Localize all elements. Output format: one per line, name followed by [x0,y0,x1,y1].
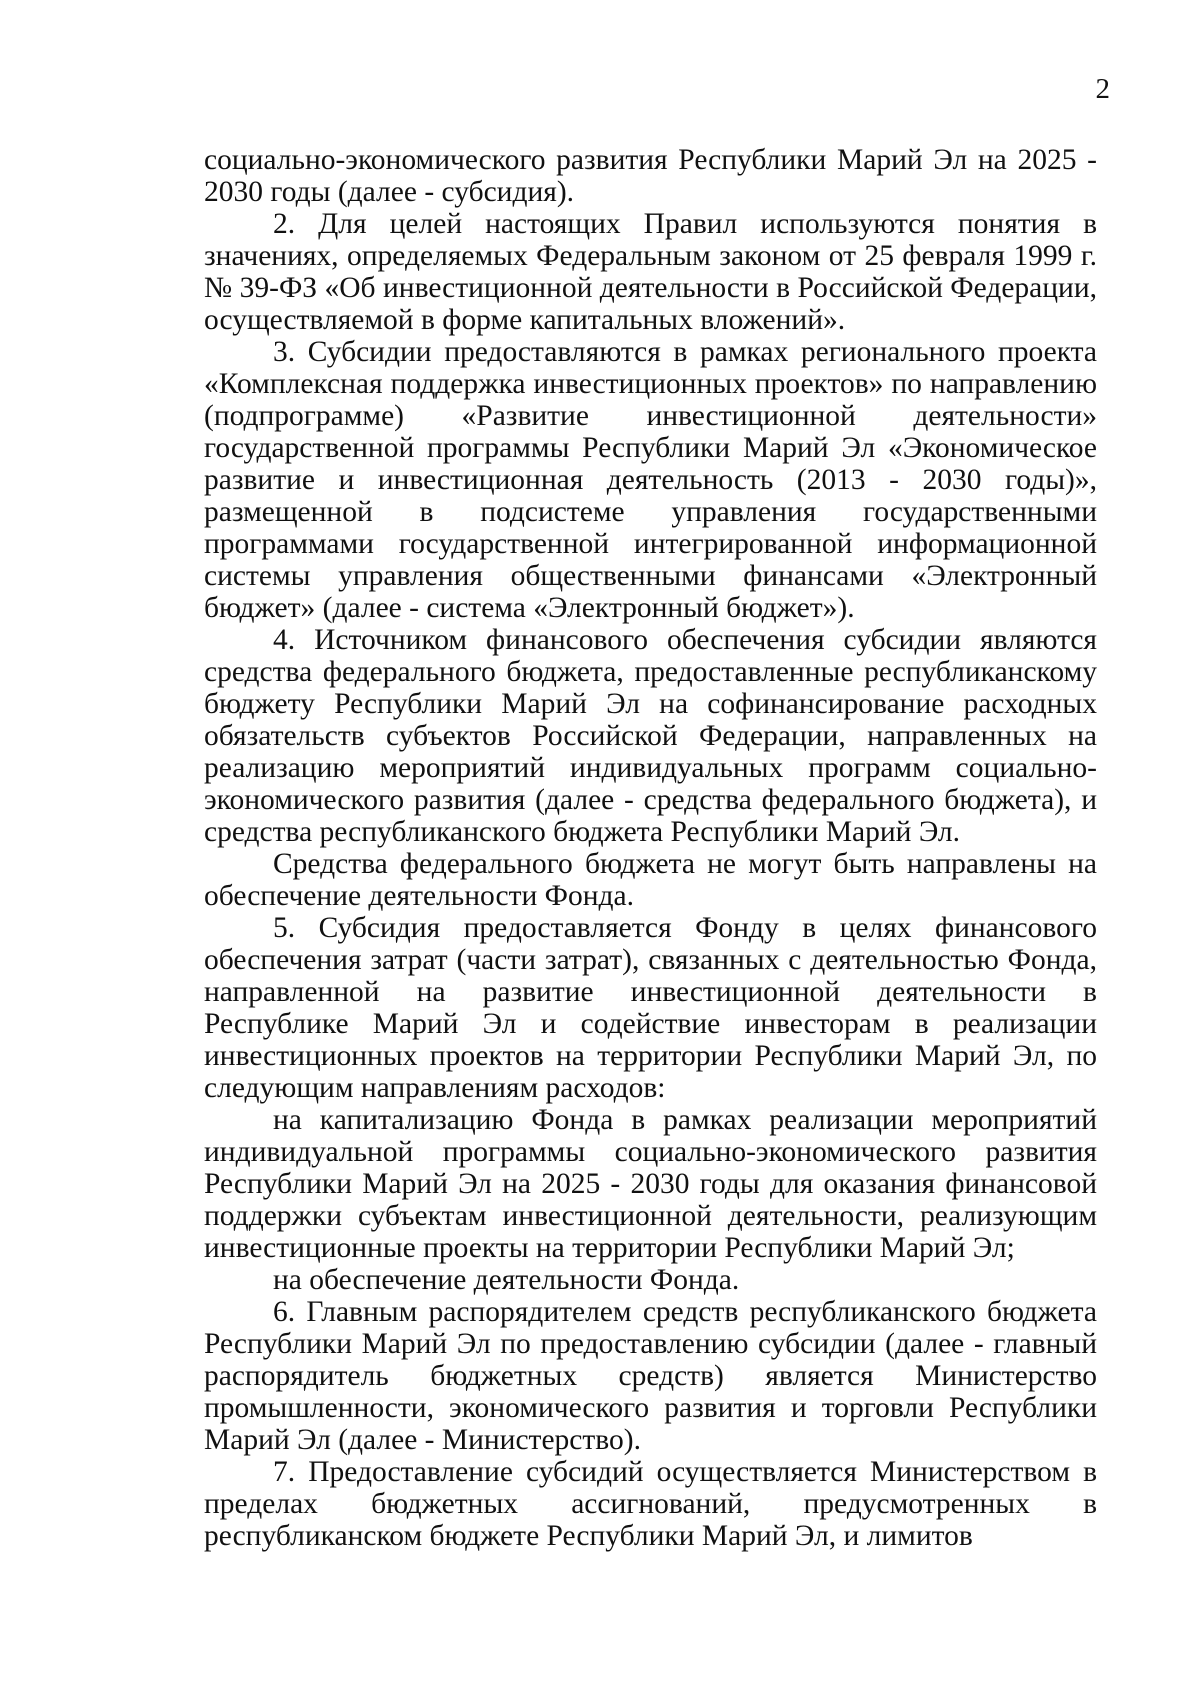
paragraph-6: 5. Субсидия предоставляется Фонду в целях финансового обеспечения затрат (части затрат), связанных с деятельностью Фонда, направленной на развитие инвестиционной деятельности в Республике Марий Эл и содействие инвесторам в реализации инвестиционных проектов на территории Республики Марий Эл, по следующим направлениям расходов: [204,912,1097,1104]
paragraph-1: социально-экономического развития Республики Марий Эл на 2025 - 2030 годы (далее - субсидия). [204,144,1097,208]
paragraph-9: 6. Главным распорядителем средств республиканского бюджета Республики Марий Эл по предоставлению субсидии (далее - главный распорядитель бюджетных средств) является Министерство промышленности, экономического развития и торговли Республики Марий Эл (далее - Министерство). [204,1296,1097,1456]
document-body [204,144,1097,1552]
paragraph-7: на капитализацию Фонда в рамках реализации мероприятий индивидуальной программы социально-экономического развития Республики Марий Эл на 2025 - 2030 годы для оказания финансовой поддержки субъектам инвестиционной деятельности, реализующим инвестиционные проекты на территории Республики Марий Эл; [204,1104,1097,1264]
paragraph-4: 4. Источником финансового обеспечения субсидии являются средства федерального бюджета, предоставленные республиканскому бюджету Республики Марий Эл на софинансирование расходных обязательств субъектов Российской Федерации, направленных на реализацию мероприятий индивидуальных программ социально-экономического развития (далее - средства федерального бюджета), и средства республиканского бюджета Республики Марий Эл. [204,624,1097,848]
paragraph-2: 2. Для целей настоящих Правил используются понятия в значениях, определяемых Федеральным законом от 25 февраля 1999 г. № 39-ФЗ «Об инвестиционной деятельности в Российской Федерации, осуществляемой в форме капитальных вложений». [204,208,1097,336]
paragraph-3: 3. Субсидии предоставляются в рамках регионального проекта «Комплексная поддержка инвестиционных проектов» по направлению (подпрограмме) «Развитие инвестиционной деятельности» государственной программы Республики Марий Эл «Экономическое развитие и инвестиционная деятельность (2013 - 2030 годы)», размещенной в подсистеме управления государственными программами государственной интегрированной информационной системы управления общественными финансами «Электронный бюджет» (далее - система «Электронный бюджет»). [204,336,1097,624]
paragraph-10: 7. Предоставление субсидий осуществляется Министерством в пределах бюджетных ассигнований, предусмотренных в республиканском бюджете Республики Марий Эл, и лимитов [204,1456,1097,1552]
paragraph-5: Средства федерального бюджета не могут быть направлены на обеспечение деятельности Фонда. [204,848,1097,912]
paragraph-8: на обеспечение деятельности Фонда. [273,1264,740,1296]
page-number: 2 [1095,73,1110,105]
